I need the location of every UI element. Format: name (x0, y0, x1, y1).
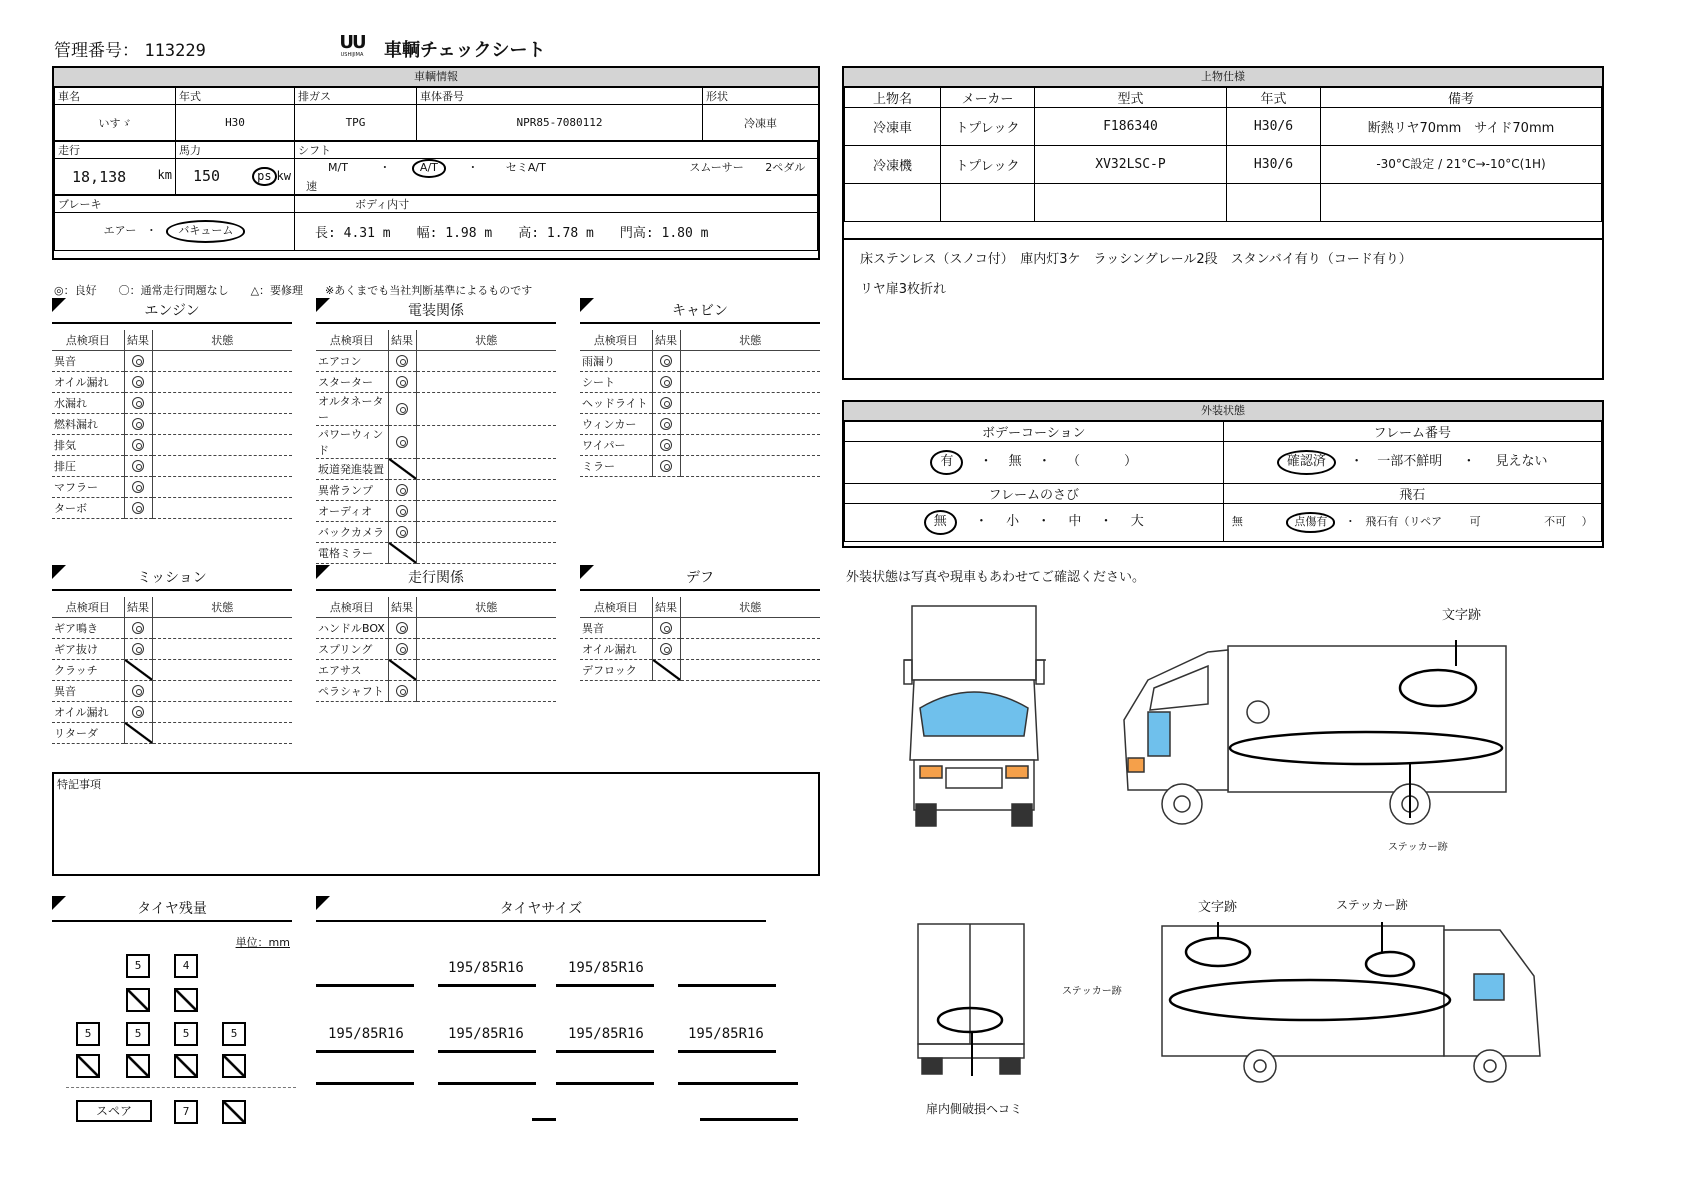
tire-spare-2-na (222, 1100, 246, 1124)
exterior-title: 外装状態 (844, 402, 1602, 421)
exterior-panel (842, 400, 1604, 548)
brake-field: エアー ・ バキューム (55, 213, 295, 251)
mgmt-label: 管理番号： (54, 41, 139, 61)
check-row (52, 476, 292, 497)
check-state[interactable] (152, 680, 292, 701)
check-result[interactable] (388, 479, 416, 500)
check-state[interactable] (152, 476, 292, 497)
exterior-table: ボデーコーション フレーム番号 有 ・ 無 ・ （ ） 確認済 ・ 一部不鮮明 ・ 見えない フレームのさび 飛石 無 ・ 小 ・ 中 ・ 大 無 点傷有 ・ 飛石有（リペア 可 不可 ） (844, 421, 1602, 542)
check-item-name: ターボ (52, 497, 124, 518)
double-circle-icon (396, 376, 408, 388)
page-title: 車輌チェックシート (384, 40, 546, 61)
engine-table: 点検項目 結果 状態 異音 オイル漏れ 水漏れ 燃料漏れ 排気 排圧 マフラー ターボ (52, 330, 292, 519)
check-result[interactable] (652, 413, 680, 434)
tire-front-right: 4 (174, 954, 198, 978)
tire-rear-4b-na (222, 1054, 246, 1078)
double-circle-icon (396, 643, 408, 655)
legend: ◎：良好 〇：通常走行問題なし △：要修理 ※あくまでも当社判断基準によるものです (54, 284, 533, 297)
check-state[interactable] (416, 425, 556, 458)
double-circle-icon (132, 481, 144, 493)
check-row (580, 659, 820, 680)
upper-row-2: 冷凍機 トプレック XV32LSC-P H30/6 -30°C設定 / 21°C→-10°C(1H) (845, 146, 1602, 184)
tire-unit: 単位：mm (235, 936, 290, 949)
check-state[interactable] (152, 617, 292, 638)
check-item-name: オイル漏れ (52, 371, 124, 392)
check-state[interactable] (680, 434, 820, 455)
check-state[interactable] (416, 638, 556, 659)
check-item-name: オイル漏れ (52, 701, 124, 722)
check-item-name: スターター (316, 371, 388, 392)
check-result[interactable] (124, 659, 152, 680)
triangle-icon (316, 565, 330, 579)
check-state[interactable] (152, 455, 292, 476)
check-result[interactable] (388, 659, 416, 680)
check-state[interactable] (680, 371, 820, 392)
check-state[interactable] (416, 680, 556, 701)
check-state[interactable] (152, 392, 292, 413)
electric-table: 点検項目 結果 状態 エアコン スターター オルタネーター パワーウィンド 坂道発進装置 異常ランプ オーディオ バックカメラ 電格ミラー (316, 330, 556, 564)
double-circle-icon (132, 706, 144, 718)
slash-na-icon (389, 543, 416, 563)
sticker-label-2: ステッカー跡 (1336, 898, 1408, 912)
double-circle-icon (396, 436, 408, 448)
check-result[interactable] (652, 434, 680, 455)
check-item-name: 異音 (52, 350, 124, 371)
check-item-name: クラッチ (52, 659, 124, 680)
moji-label-1: 文字跡 (1442, 608, 1482, 623)
check-result[interactable] (388, 371, 416, 392)
check-row (580, 455, 820, 476)
cabin-title: キャビン (580, 300, 820, 324)
check-item-name: シート (580, 371, 652, 392)
sticker-label-3: ステッカー跡 (1062, 986, 1122, 997)
check-row (52, 455, 292, 476)
double-circle-icon (660, 622, 672, 634)
ps-selected: ps (252, 167, 276, 187)
special-notes-box[interactable] (52, 772, 820, 876)
check-state[interactable] (152, 350, 292, 371)
check-item-name: 異常ランプ (316, 479, 388, 500)
cargo-box-side-2 (1162, 926, 1444, 1056)
check-result[interactable] (388, 458, 416, 479)
vehicle-info-title: 車輌情報 (54, 68, 818, 87)
check-result[interactable] (652, 659, 680, 680)
company-logo: UU USHIJIMA (339, 32, 365, 58)
power-field: 150 ps kw (176, 159, 295, 195)
frame-rust-selected: 無 (924, 510, 957, 535)
double-circle-icon (396, 526, 408, 538)
check-item-name: ワイパー (580, 434, 652, 455)
check-result[interactable] (652, 455, 680, 476)
check-row (52, 722, 292, 743)
check-state[interactable] (152, 434, 292, 455)
double-circle-icon (132, 439, 144, 451)
truck-side-view (1108, 640, 1518, 840)
tire-front-left: 5 (126, 954, 150, 978)
check-item-name: 燃料漏れ (52, 413, 124, 434)
electric-section (316, 300, 556, 564)
check-state[interactable] (152, 497, 292, 518)
slash-na-icon (389, 660, 416, 680)
check-item-name: マフラー (52, 476, 124, 497)
mirror-left (904, 660, 912, 684)
stone-selected: 点傷有 (1286, 512, 1335, 532)
check-result[interactable] (652, 350, 680, 371)
drive-title: 走行関係 (316, 567, 556, 591)
check-row (52, 617, 292, 638)
engine-section (52, 300, 292, 519)
body-coat-field: 有 ・ 無 ・ （ ） (845, 442, 1224, 484)
check-result[interactable] (388, 617, 416, 638)
mission-section (52, 567, 292, 744)
check-result[interactable] (124, 371, 152, 392)
double-circle-icon (396, 403, 408, 415)
sticker-label-1: ステッカー跡 (1388, 842, 1448, 853)
electric-title: 電装関係 (316, 300, 556, 324)
maker-value: いすゞ (55, 105, 176, 141)
check-state[interactable] (416, 521, 556, 542)
shift-selected: A/T (412, 159, 446, 177)
check-result[interactable] (124, 392, 152, 413)
check-result[interactable] (124, 434, 152, 455)
tire-front-left-inner-na (126, 988, 150, 1012)
triangle-icon (316, 298, 330, 312)
check-result[interactable] (388, 680, 416, 701)
double-circle-icon (132, 622, 144, 634)
tire-rear-3: 5 (174, 1022, 198, 1046)
tire-size-title: タイヤサイズ (316, 898, 766, 922)
check-result[interactable] (124, 701, 152, 722)
brake-selected: バキューム (166, 220, 245, 242)
stone-field: 無 点傷有 ・ 飛石有（リペア 可 不可 ） (1223, 504, 1602, 542)
check-result[interactable] (388, 425, 416, 458)
triangle-icon (52, 565, 66, 579)
check-item-name: エアコン (316, 350, 388, 371)
mileage-field: 18,138 km (55, 159, 176, 195)
check-item-name: ウィンカー (580, 413, 652, 434)
check-row (52, 392, 292, 413)
check-item-name: ハンドルBOX (316, 617, 388, 638)
upper-spec-panel (842, 66, 1604, 380)
tire-size-rear-4: 195/85R16 (688, 1026, 764, 1042)
tire-size-rear-2: 195/85R16 (448, 1026, 524, 1042)
check-row (52, 638, 292, 659)
check-result[interactable] (388, 500, 416, 521)
exterior-note: 外装状態は写真や現車もあわせてご確認ください。 (846, 570, 1146, 585)
check-item-name: バックカメラ (316, 521, 388, 542)
check-state[interactable] (680, 392, 820, 413)
check-item-name: 雨漏り (580, 350, 652, 371)
check-item-name: 排気 (52, 434, 124, 455)
check-state[interactable] (416, 350, 556, 371)
tire-size-front-2: 195/85R16 (568, 960, 644, 976)
check-result[interactable] (652, 392, 680, 413)
drive-table: 点検項目 結果 状態 ハンドルBOX スプリング エアサス ペラシャフト (316, 597, 556, 702)
vehicle-info-panel: 車輌情報 車名 年式 排ガス 車体番号 形状 いすゞ H30 TPG NPR85-7080112 冷凍車 走行 馬力 シフト 18,138 km 150 ps kw M/T ・ A/T ・ セミA/T スムーサー 2ペダル 速 ブレーキ ボディ内寸 エアー ・ バキューム 長: 4.31 m 幅: 1.98 m 高: 1.78 m 門高: 1.80 m (52, 66, 820, 260)
tire-rear-4: 5 (222, 1022, 246, 1046)
triangle-icon (316, 896, 330, 910)
check-row (316, 521, 556, 542)
triangle-icon (52, 298, 66, 312)
check-result[interactable] (124, 455, 152, 476)
check-item-name: オイル漏れ (580, 638, 652, 659)
diff-table: 点検項目 結果 状態 異音 オイル漏れ デフロック (580, 597, 820, 681)
check-item-name: 排圧 (52, 455, 124, 476)
triangle-icon (580, 565, 594, 579)
check-result[interactable] (124, 497, 152, 518)
check-result[interactable] (388, 521, 416, 542)
management-number (54, 36, 206, 61)
year-value: H30 (176, 105, 295, 141)
check-row (580, 434, 820, 455)
mgmt-no: 113229 (144, 41, 206, 61)
check-item-name: ペラシャフト (316, 680, 388, 701)
frame-no-selected: 確認済 (1277, 450, 1336, 475)
check-row (52, 371, 292, 392)
tire-front-right-inner-na (174, 988, 198, 1012)
check-state[interactable] (152, 701, 292, 722)
double-circle-icon (660, 418, 672, 430)
check-state[interactable] (416, 371, 556, 392)
check-result[interactable] (388, 542, 416, 563)
slash-na-icon (125, 660, 152, 680)
spare-label: スペア (76, 1100, 152, 1122)
check-item-name: デフロック (580, 659, 652, 680)
check-result[interactable] (124, 680, 152, 701)
check-state[interactable] (152, 638, 292, 659)
mission-title: ミッション (52, 567, 292, 591)
check-state[interactable] (680, 617, 820, 638)
check-row (580, 392, 820, 413)
check-state[interactable] (416, 479, 556, 500)
check-result[interactable] (388, 392, 416, 425)
double-circle-icon (132, 502, 144, 514)
double-circle-icon (660, 460, 672, 472)
drive-section (316, 567, 556, 702)
upper-note-1: 床ステンレス（スノコ付） 庫内灯3ケ ラッシングレール2段 スタンバイ有り（コード有り） (860, 252, 1412, 267)
double-circle-icon (660, 439, 672, 451)
check-result[interactable] (388, 350, 416, 371)
tire-size-front-1: 195/85R16 (448, 960, 524, 976)
body-dims: 長: 4.31 m 幅: 1.98 m 高: 1.78 m 門高: 1.80 m (295, 213, 818, 251)
body-coat-selected: 有 (930, 450, 963, 475)
check-state[interactable] (680, 350, 820, 371)
double-circle-icon (396, 484, 408, 496)
truck-front-view (900, 600, 1060, 830)
check-row (580, 617, 820, 638)
double-circle-icon (396, 355, 408, 367)
check-state[interactable] (152, 371, 292, 392)
double-circle-icon (132, 418, 144, 430)
truck-other-side-view (1160, 916, 1550, 1086)
check-result[interactable] (388, 638, 416, 659)
check-result[interactable] (124, 617, 152, 638)
frame-rust-field: 無 ・ 小 ・ 中 ・ 大 (845, 504, 1224, 542)
double-circle-icon (132, 643, 144, 655)
slash-na-icon (389, 459, 416, 479)
triangle-icon (580, 298, 594, 312)
tire-rear-2: 5 (126, 1022, 150, 1046)
tire-rear-3b-na (174, 1054, 198, 1078)
slash-na-icon (125, 723, 152, 743)
check-row (316, 638, 556, 659)
check-result[interactable] (124, 350, 152, 371)
engine-title: エンジン (52, 300, 292, 324)
double-circle-icon (660, 643, 672, 655)
check-row (316, 659, 556, 680)
cabin-section (580, 300, 820, 477)
check-item-name: 坂道発進装置 (316, 458, 388, 479)
tire-remain-section (52, 898, 292, 1138)
check-row (316, 392, 556, 425)
check-row (580, 350, 820, 371)
check-state[interactable] (416, 542, 556, 563)
double-circle-icon (396, 622, 408, 634)
check-row (52, 350, 292, 371)
moji-label-2: 文字跡 (1198, 900, 1238, 915)
mirror-right (1036, 660, 1044, 684)
double-circle-icon (396, 505, 408, 517)
diff-section (580, 567, 820, 681)
check-row (316, 458, 556, 479)
emission-value: TPG (295, 105, 417, 141)
check-item-name: エアサス (316, 659, 388, 680)
truck-rear-view (912, 920, 1032, 1076)
double-circle-icon (396, 685, 408, 697)
check-row (316, 479, 556, 500)
double-circle-icon (132, 685, 144, 697)
check-result[interactable] (124, 722, 152, 743)
tire-rear-1: 5 (76, 1022, 100, 1046)
upper-spec-table: 上物名 メーカー 型式 年式 備考 冷凍車 トプレック F186340 H30/6 断熱リヤ70mm サイド70mm 冷凍機 トプレック XV32LSC-P H30/6 -30°C設定 / 21°C→-10°C(1H) (844, 87, 1602, 222)
truck-box-front (912, 606, 1036, 680)
check-state[interactable] (680, 455, 820, 476)
double-circle-icon (132, 376, 144, 388)
check-row (316, 542, 556, 563)
check-item-name: 水漏れ (52, 392, 124, 413)
check-state[interactable] (152, 659, 292, 680)
check-item-name: ギア鳴き (52, 617, 124, 638)
double-circle-icon (660, 376, 672, 388)
double-circle-icon (132, 397, 144, 409)
check-row (316, 680, 556, 701)
diff-title: デフ (580, 567, 820, 591)
check-result[interactable] (652, 638, 680, 659)
check-item-name: 電格ミラー (316, 542, 388, 563)
check-row (580, 371, 820, 392)
double-circle-icon (132, 355, 144, 367)
special-notes-label: 特記事項 (57, 778, 101, 791)
frame-no-field: 確認済 ・ 一部不鮮明 ・ 見えない (1223, 442, 1602, 484)
check-row (52, 434, 292, 455)
check-state[interactable] (416, 392, 556, 425)
rear-doors (918, 924, 1024, 1044)
check-row (52, 413, 292, 434)
check-result[interactable] (124, 638, 152, 659)
tire-remain-title: タイヤ残量 (52, 898, 292, 922)
tire-rear-1b-na (76, 1054, 100, 1078)
check-row (580, 638, 820, 659)
chassis-value: NPR85-7080112 (417, 105, 703, 141)
shape-value: 冷凍車 (703, 105, 819, 141)
mission-table: 点検項目 結果 状態 ギア鳴き ギア抜け クラッチ 異音 オイル漏れ リターダ (52, 597, 292, 744)
check-item-name: ミラー (580, 455, 652, 476)
check-result[interactable] (124, 476, 152, 497)
special-notes-text (54, 794, 818, 798)
check-row (316, 371, 556, 392)
cargo-box-side (1228, 646, 1506, 792)
check-item-name: ヘッドライト (580, 392, 652, 413)
slash-na-icon (653, 660, 680, 680)
check-item-name: パワーウィンド (316, 425, 388, 458)
check-row (52, 497, 292, 518)
tire-size-rear-3: 195/85R16 (568, 1026, 644, 1042)
check-item-name: スプリング (316, 638, 388, 659)
upper-row-3 (845, 184, 1602, 222)
check-item-name: ギア抜け (52, 638, 124, 659)
double-circle-icon (132, 460, 144, 472)
tire-rear-2b-na (126, 1054, 150, 1078)
door-dent-label: 扉内側破損ヘコミ (926, 1102, 1023, 1116)
check-state[interactable] (416, 617, 556, 638)
check-row (52, 701, 292, 722)
check-row (316, 350, 556, 371)
triangle-icon (52, 896, 66, 910)
check-state[interactable] (152, 722, 292, 743)
check-row (580, 413, 820, 434)
cabin-table: 点検項目 結果 状態 雨漏り シート ヘッドライト ウィンカー ワイパー ミラー (580, 330, 820, 477)
check-state[interactable] (152, 413, 292, 434)
check-row (316, 425, 556, 458)
check-state[interactable] (680, 659, 820, 680)
check-item-name: オルタネーター (316, 392, 388, 425)
check-result[interactable] (124, 413, 152, 434)
tire-spare: 7 (174, 1100, 198, 1124)
upper-row-1: 冷凍車 トプレック F186340 H30/6 断熱リヤ70mm サイド70mm (845, 108, 1602, 146)
check-item-name: リターダ (52, 722, 124, 743)
double-circle-icon (660, 397, 672, 409)
check-row (52, 659, 292, 680)
check-state[interactable] (680, 638, 820, 659)
check-state[interactable] (416, 458, 556, 479)
check-row (316, 500, 556, 521)
check-state[interactable] (416, 500, 556, 521)
check-state[interactable] (416, 659, 556, 680)
shift-field: M/T ・ A/T ・ セミA/T スムーサー 2ペダル 速 (295, 159, 818, 195)
tire-size-section (316, 898, 796, 1138)
check-result[interactable] (652, 617, 680, 638)
check-item-name: 異音 (580, 617, 652, 638)
upper-note-2: リヤ扉3枚折れ (860, 282, 947, 297)
check-result[interactable] (652, 371, 680, 392)
upper-notes (844, 238, 1602, 310)
double-circle-icon (660, 355, 672, 367)
check-state[interactable] (680, 413, 820, 434)
check-row (316, 617, 556, 638)
upper-spec-title: 上物仕様 (844, 68, 1602, 87)
check-item-name: オーディオ (316, 500, 388, 521)
check-row (52, 680, 292, 701)
tire-size-rear-1: 195/85R16 (328, 1026, 404, 1042)
check-item-name: 異音 (52, 680, 124, 701)
